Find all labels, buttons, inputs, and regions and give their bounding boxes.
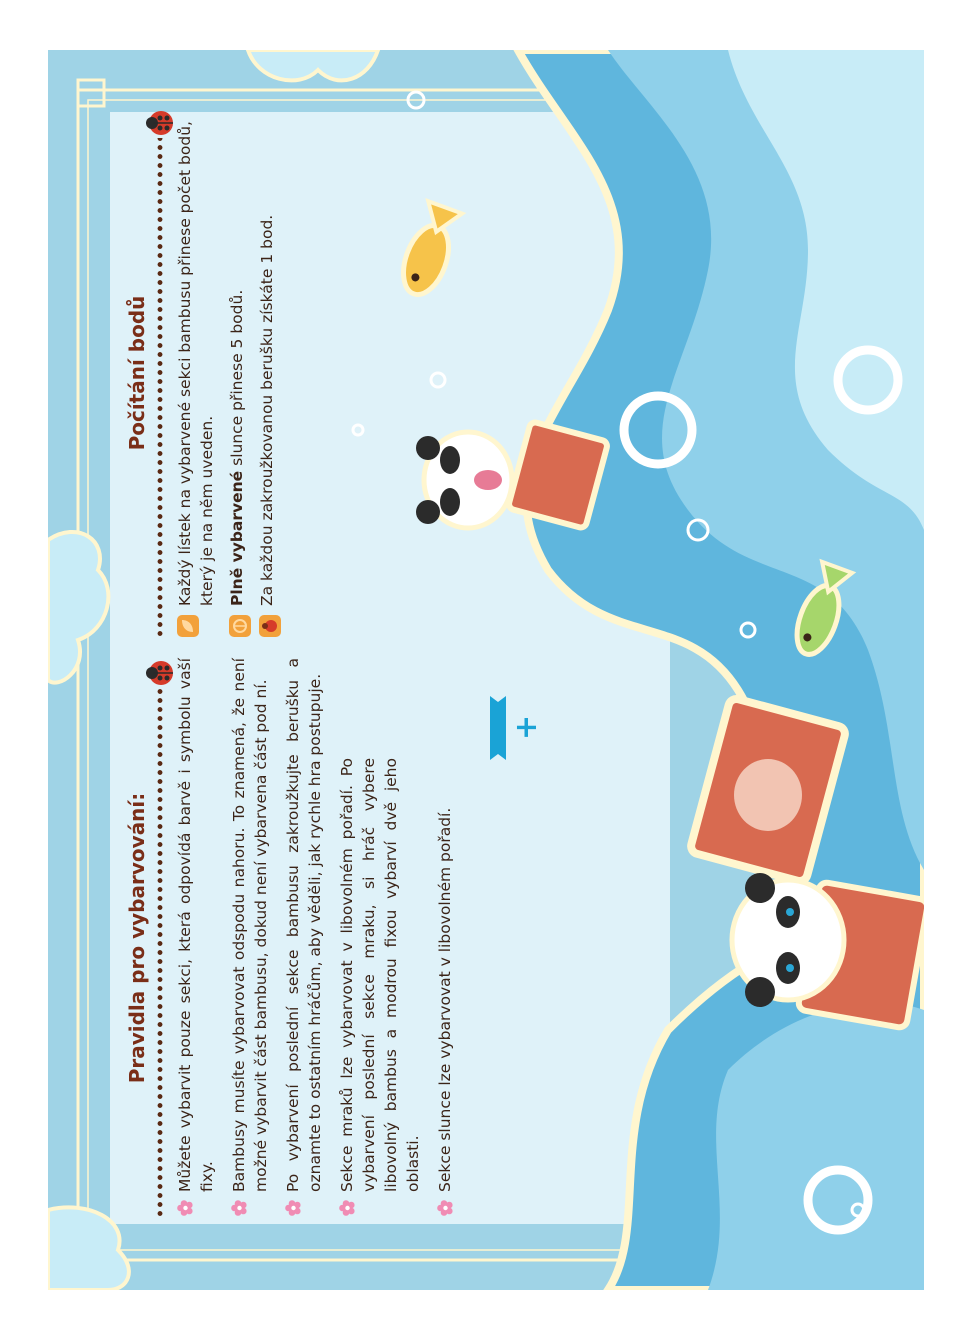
plus-sign: +: [509, 714, 544, 740]
cloud-bonus-legend: [484, 688, 554, 768]
flower-bullet-icon: [339, 1200, 355, 1216]
rule-text: Sekce slunce lze vybarvovat v libovolném pořadí.: [436, 807, 454, 1192]
coloring-rules-section: [124, 658, 544, 1218]
ladybug-icon: [145, 658, 175, 688]
ladybug-icon: [145, 108, 175, 138]
scoring-title: Počítání bodů: [125, 295, 149, 451]
rule-text: Sekce mraků lze vybarvovat v libovolném pořadí. Po vybarvení poslední sekce mraku, si hráč vybere libovolný bambus a modrou fixou vybarví dvě jeho oblasti.: [338, 758, 422, 1192]
rules-panel: [110, 108, 670, 1218]
list-item: [226, 108, 248, 638]
list-item: [434, 658, 456, 1218]
list-item: [282, 658, 326, 1218]
flower-bullet-icon: [177, 1200, 193, 1216]
list-item: [336, 658, 424, 1218]
scoring-bold-text: Plně vybarvené: [228, 470, 246, 606]
scoring-text: Za každou zakroužkovanou berušku získáte 1 bod.: [258, 214, 276, 606]
dotted-divider: [152, 138, 168, 638]
flower-bullet-icon: [437, 1200, 453, 1216]
flower-bullet-icon: [231, 1200, 247, 1216]
sun-icon: [228, 614, 252, 638]
flower-bullet-icon: [285, 1200, 301, 1216]
scoring-section: [124, 108, 286, 638]
list-item: [228, 658, 272, 1218]
list-item: [256, 108, 278, 638]
rules-title: Pravidla pro vybarvování:: [125, 792, 149, 1084]
scoring-text: slunce přinese 5 bodů.: [228, 289, 246, 471]
ladybug-symbol-icon: [258, 614, 282, 638]
scoring-list: [174, 108, 278, 638]
list-item: [174, 658, 218, 1218]
rule-text: Po vybarvení poslední sekce bambusu zakroužkujte berušku a oznamte to ostatním hráčům, aby věděli, jak rychle hra postupuje.: [284, 658, 324, 1192]
list-item: [174, 108, 218, 638]
dotted-divider: [152, 688, 168, 1218]
leaf-icon: [176, 614, 200, 638]
rule-text: Bambusy musíte vybarvovat odspodu nahoru. To znamená, že není možné vybarvit část bambusu, dokud není vybarvena část pod ní.: [230, 658, 270, 1192]
game-rules-card: [48, 50, 924, 1290]
rules-list: [174, 658, 456, 1218]
rule-text: Můžete vybarvit pouze sekci, která odpovídá barvě i symbolu vaší fixy.: [176, 658, 216, 1192]
scoring-text: Každý lístek na vybarvené sekci bambusu přinese počet bodů, který je na něm uveden.: [176, 121, 216, 606]
